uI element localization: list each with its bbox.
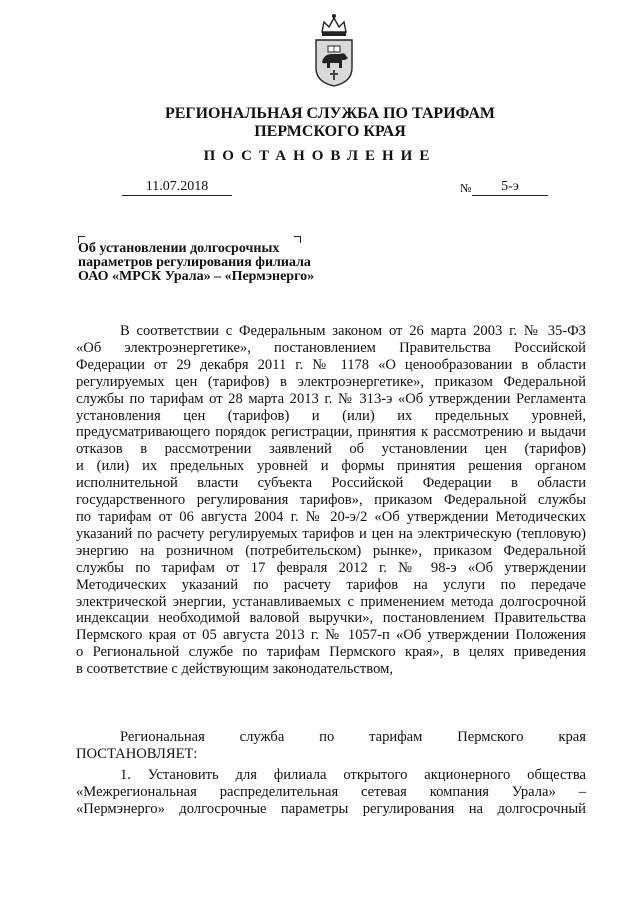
text-line: Пермского края от 05 августа 2013 г. № 1057-п «Об утверждении Положения <box>76 627 586 644</box>
text-line: указаний по расчету регулируемых тарифов и цен на электрическую (тепловую) <box>76 525 586 542</box>
preamble-paragraph <box>76 323 586 678</box>
document-number: 5-э <box>472 178 548 196</box>
text-line: по тарифам от 06 августа 2004 г. № 20-э/2 «Об утверждении Методических <box>76 508 586 525</box>
text-line: и (или) их предельных уровней и формы принятия решения органом <box>76 458 586 475</box>
text-line: в соответствие с действующим законодательством, <box>76 661 393 678</box>
text-line: предусматривающего порядок регистрации, принятия к рассмотрению и выдачи <box>76 424 586 441</box>
text-line: Федерации от 29 декабря 2011 г. № 1178 «О ценообразовании в области <box>76 356 586 373</box>
text-line: энергию на розничном (потребительском) рынке», приказом Федеральной <box>76 542 586 559</box>
clause-1-paragraph <box>76 767 586 818</box>
text-line: исполнительной власти субъекта Российской Федерации в области <box>76 475 586 492</box>
text-line: установления цен (тарифов) и (или) их предельных уровней, <box>76 407 586 424</box>
text-line: электрической энергии, устанавливаемых с применением метода долгосрочной <box>76 593 586 610</box>
org-name-line-1: РЕГИОНАЛЬНАЯ СЛУЖБА ПО ТАРИФАМ <box>164 105 496 122</box>
text-line: службы по тарифам от 17 февраля 2012 г. № 98-э «Об утверждении <box>76 559 586 576</box>
subject-line: Об установлении долгосрочных <box>78 241 280 256</box>
text-line: регулируемых цен (тарифов) в электроэнергетике», приказом Федеральной <box>76 373 586 390</box>
text-line: «Об электроэнергетике», постановлением Правительства Российской <box>76 339 586 356</box>
document-subject <box>78 242 314 284</box>
text-line: отказов в рассмотрении заявлений об установлении цен (тарифов) <box>76 441 586 458</box>
text-line: Методических указаний по расчету тарифов на услуги по передаче <box>76 576 586 593</box>
text-line: 1. Установить для филиала открытого акционерного общества <box>120 767 586 783</box>
text-line: В соответствии с Федеральным законом от 26 марта 2003 г. № 35-ФЗ <box>120 323 586 339</box>
subject-line: параметров регулирования филиала <box>78 255 311 270</box>
text-line: индексации необходимой валовой выручки», постановлением Правительства <box>76 610 586 627</box>
text-line: о Региональной службе по тарифам Пермского края», в целях приведения <box>76 644 586 661</box>
text-line: службы по тарифам от 28 марта 2013 г. № 313-э «Об утверждении Регламента <box>76 390 586 407</box>
org-name-line-2: ПЕРМСКОГО КРАЯ <box>254 123 406 140</box>
subject-line: ОАО «МРСК Урала» – «Пермэнерго» <box>78 269 315 284</box>
text-line: государственного регулирования тарифов», приказом Федеральной службы <box>76 492 586 509</box>
number-label: № <box>460 181 472 195</box>
coat-of-arms-icon <box>310 10 358 88</box>
resolution-paragraph <box>76 729 586 763</box>
text-line: «Межрегиональная распределительная сетевая компания Урала» – <box>76 783 586 800</box>
text-line: Региональная служба по тарифам Пермского края <box>120 729 586 745</box>
text-line: «Пермэнерго» долгосрочные параметры регулирования на долгосрочный <box>76 800 586 817</box>
document-type: ПОСТАНОВЛЕНИЕ <box>203 148 437 164</box>
text-line: ПОСТАНОВЛЯЕТ: <box>76 745 198 762</box>
document-date: 11.07.2018 <box>122 178 232 196</box>
